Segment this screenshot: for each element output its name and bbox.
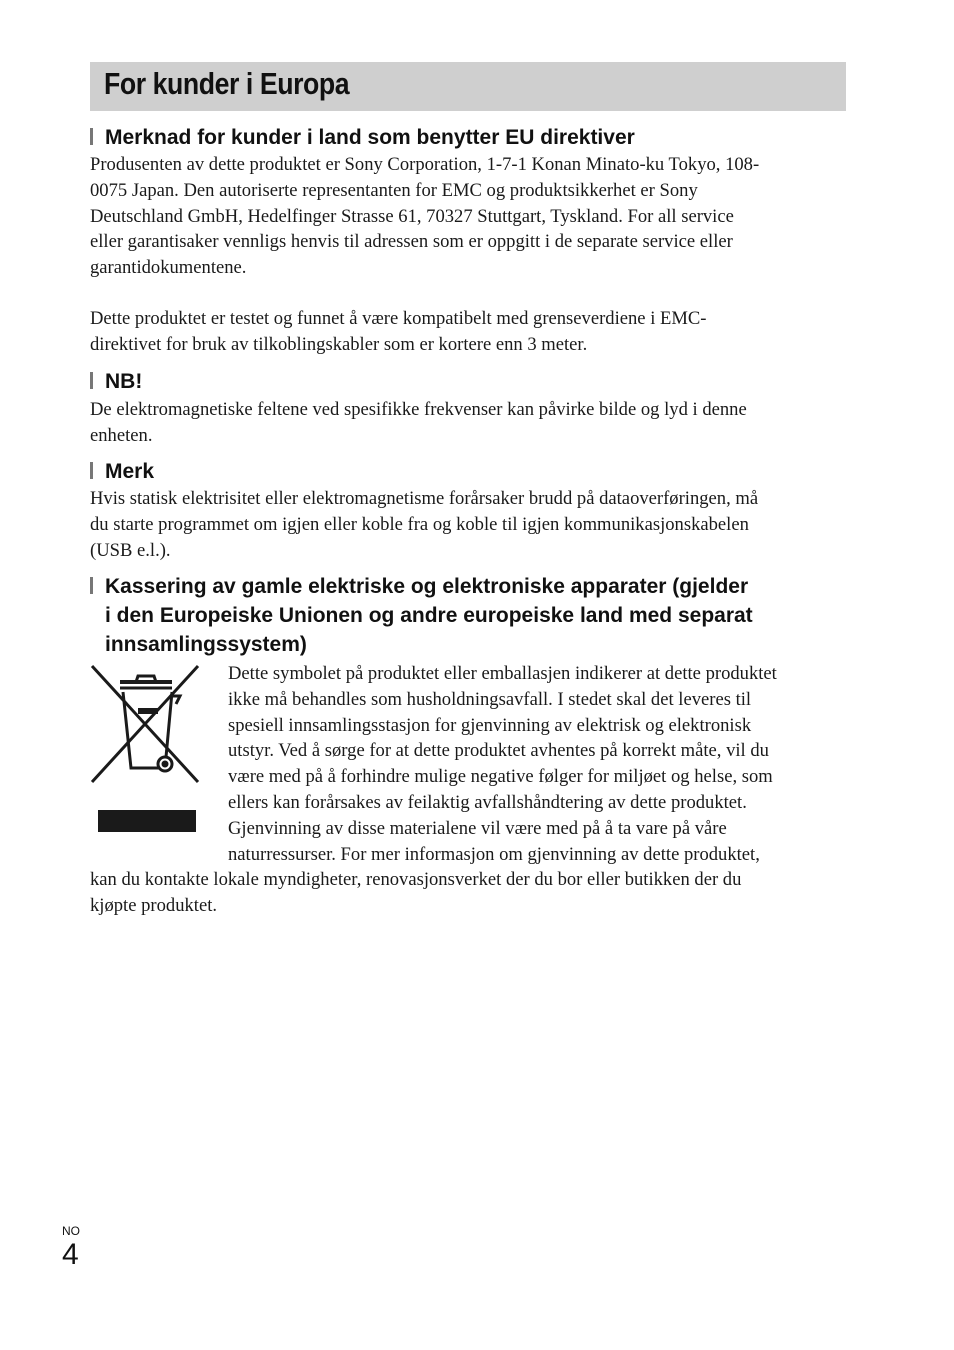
- eu-notice-paragraph-2: Dette produktet er testet og funnet å være kompatibelt med grenseverdiene i EMC- direktivet for bruk av tilkoblingskabler som er kortere enn 3 meter.: [90, 308, 707, 355]
- language-code: NO: [62, 1224, 80, 1238]
- heading-bar-marker: [90, 372, 93, 389]
- page-footer: [62, 1224, 80, 1270]
- section-heading-nb: NB!: [90, 367, 142, 396]
- heading-bar-marker: [90, 462, 93, 479]
- section-heading-disposal: Kassering av gamle elektriske og elektroniske apparater (gjelder i den Europeiske Unionen og andre europeiske land med separat innsamlingssystem): [90, 572, 753, 659]
- nb-paragraph: De elektromagnetiske feltene ved spesifikke frekvenser kan påvirke bilde og lyd i denne enheten.: [90, 399, 747, 446]
- page-title: For kunder i Europa: [104, 66, 350, 101]
- disposal-full-paragraph: kan du kontakte lokale myndigheter, renovasjonsverket der du bor eller butikken der du kjøpte produktet.: [90, 869, 742, 916]
- section-heading-merk: Merk: [90, 457, 154, 486]
- page-number: 4: [62, 1238, 79, 1271]
- section-heading-eu-notice: Merknad for kunder i land som benytter EU direktiver: [90, 123, 635, 152]
- merk-paragraph: Hvis statisk elektrisitet eller elektromagnetisme forårsaker brudd på dataoverføringen, må du starte programmet om igjen eller koble fra og koble til igjen kommunikasjonskabelen (USB e.l.).: [90, 488, 759, 561]
- eu-notice-paragraph-1: Produsenten av dette produktet er Sony Corporation, 1-7-1 Konan Minato-ku Tokyo, 108- 0075 Japan. Den autoriserte representanten for EMC og produktsikkerhet er Sony Deutschland GmbH, Hedelfinger Strasse 61, 70327 Stuttgart, Tyskland. For all service eller garantisaker vennligs henvis til adressen som er oppgitt i de separate service eller garantidokumentene.: [90, 154, 760, 279]
- crossed-out-wheelie-bin-icon: [90, 664, 200, 836]
- heading-bar-marker: [90, 577, 93, 594]
- heading-bar-marker: [90, 128, 93, 145]
- title-banner: [90, 62, 846, 111]
- disposal-wrapped-paragraph: Dette symbolet på produktet eller emballasjen indikerer at dette produktet ikke må behandles som husholdningsavfall. I stedet skal det leveres til spesiell innsamlingsstasjon for gjenvinning av elektrisk og elektronisk utstyr. Ved å sørge for at dette produktet avhentes på korrekt måte, vil du være med på å forhindre mulige negative følger for miljøet og helse, som ellers kan forårsakes av feilaktig avfallshåndtering av dette produktet. Gjenvinning av disse materialene vil være med på å ta vare på våre naturressurser. For mer informasjon om gjenvinning av dette produktet,: [228, 663, 777, 865]
